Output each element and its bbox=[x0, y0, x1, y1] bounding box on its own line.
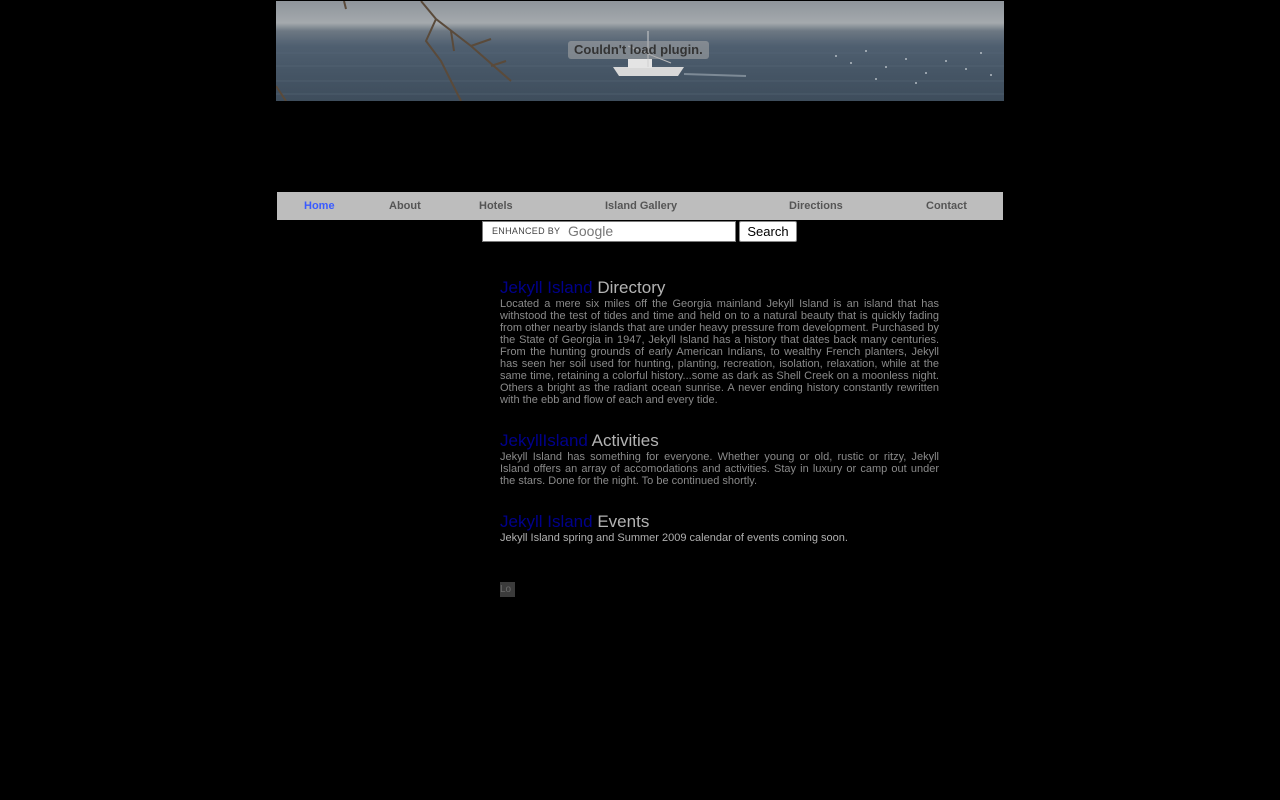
section-heading bbox=[500, 431, 939, 451]
section-activities bbox=[500, 431, 939, 487]
main-nav bbox=[277, 192, 1003, 220]
enhanced-by-label: ENHANCED BY bbox=[492, 226, 561, 236]
heading-highlight: Jekyll Island bbox=[500, 512, 593, 531]
heading-highlight: JekyllIsland bbox=[500, 431, 588, 450]
small-widget[interactable]: Lo bbox=[500, 582, 515, 597]
section-heading bbox=[500, 512, 848, 532]
section-body: Located a mere six miles off the Georgia mainland Jekyll Island is an island that has withstood the test of tides and time and held on to a natural beauty that is quickly fading from other nearby islands that are under heavy pressure from development. Purchased by the State of Georgia in 1947, Jekyll Island has a history that dates back many centuries. From the hunting grounds of early American Indians, to wealthy French planters, Jekyll has seen her soil used for hunting, planting, recreation, isolation, relaxation, while at the same time, retaining a colorful history...some as dark as Shell Creek on a moonless night. Others a bright as the radiant ocean sunrise. A never ending history constantly rewritten with the ebb and flow of each and every tide. bbox=[500, 298, 939, 406]
heading-title: Directory bbox=[597, 278, 666, 297]
google-logo: Google bbox=[568, 223, 614, 239]
nav-directions[interactable]: Directions bbox=[789, 200, 843, 212]
section-directory bbox=[500, 278, 939, 406]
search-button[interactable]: Search bbox=[739, 221, 797, 242]
nav-hotels[interactable]: Hotels bbox=[479, 200, 513, 212]
search-input[interactable] bbox=[482, 221, 736, 242]
section-heading bbox=[500, 278, 939, 298]
plugin-error-message: Couldn't load plugin. bbox=[568, 41, 709, 59]
nav-about[interactable]: About bbox=[389, 200, 421, 212]
heading-title: Activities bbox=[591, 431, 659, 450]
heading-highlight: Jekyll Island bbox=[500, 278, 593, 297]
branch-icon bbox=[276, 1, 511, 101]
section-events bbox=[500, 512, 848, 544]
heading-title: Events bbox=[597, 512, 650, 531]
nav-contact[interactable]: Contact bbox=[926, 200, 967, 212]
header-banner bbox=[276, 1, 1004, 101]
nav-home[interactable]: Home bbox=[304, 200, 335, 212]
section-body: Jekyll Island has something for everyone. Whether young or old, rustic or ritzy, Jekyll Island offers an array of accomodations and activities. Stay in luxury or camp out under the stars. Done for the night. To be continued shortly. bbox=[500, 451, 939, 487]
nav-island-gallery[interactable]: Island Gallery bbox=[605, 200, 678, 212]
section-body: Jekyll Island spring and Summer 2009 calendar of events coming soon. bbox=[500, 532, 848, 544]
